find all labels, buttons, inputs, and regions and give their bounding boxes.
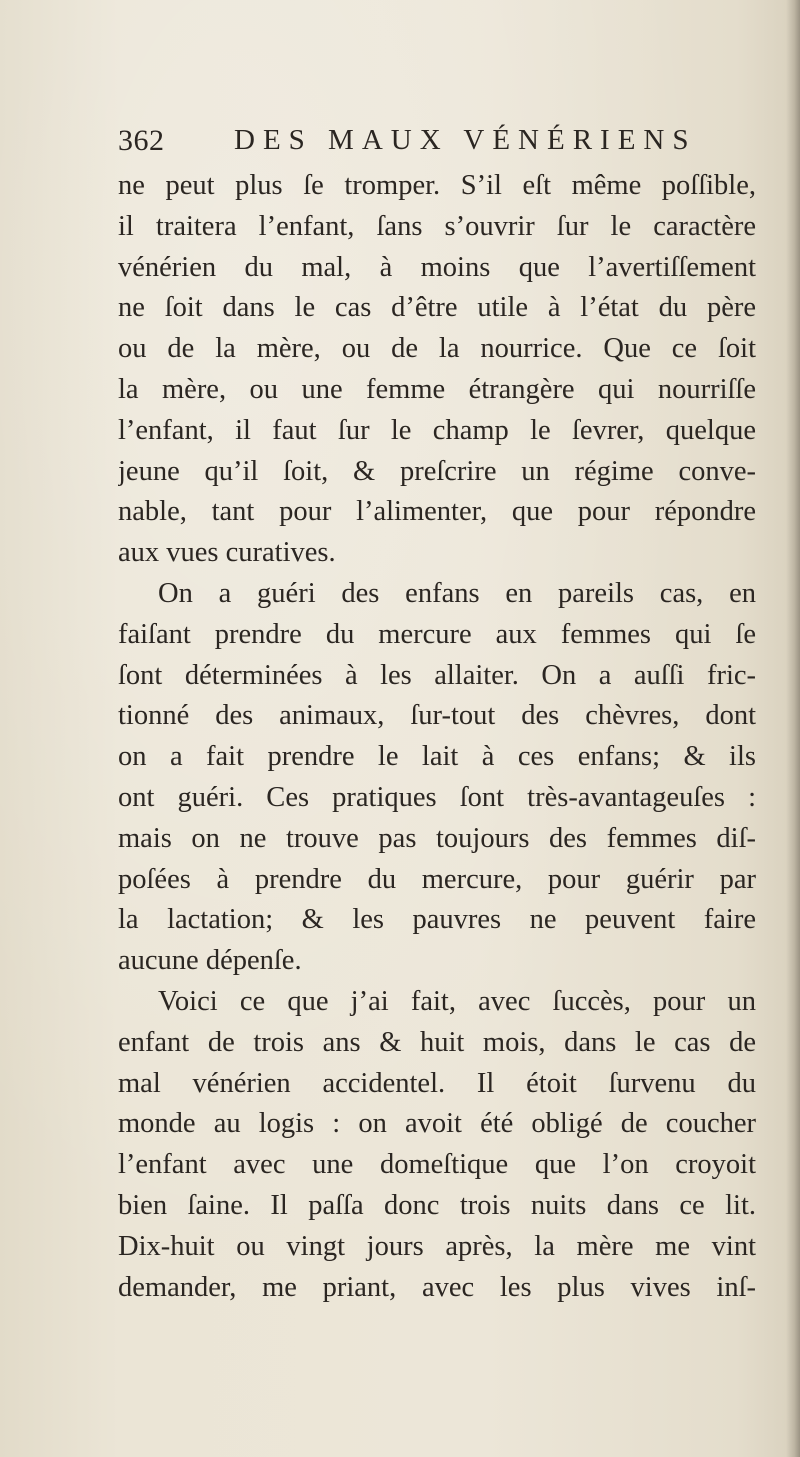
text-line: poſées à prendre du mercure, pour guérir par (118, 863, 756, 895)
text-line: jeune qu’il ſoit, & preſcrire un régime conve- (118, 455, 756, 487)
text-line: on a fait prendre le lait à ces enfans; & ils (118, 741, 756, 773)
running-head-title: DES MAUX VÉNÉRIENS (234, 124, 697, 156)
text-line: bien ſaine. Il paſſa donc trois nuits dans ce lit. (118, 1189, 756, 1221)
paragraph-end-line: aucune dépenſe. (118, 945, 302, 977)
page-number: 362 (118, 124, 165, 157)
text-line: ou de la mère, ou de la nourrice. Que ce ſoit (118, 333, 756, 365)
text-line: la mère, ou une femme étrangère qui nourriſſe (118, 373, 756, 405)
text-line: ſont déterminées à les allaiter. On a auſſi fric- (118, 659, 756, 691)
text-line: tionné des animaux, ſur-tout des chèvres, dont (118, 700, 756, 732)
text-line: ne ſoit dans le cas d’être utile à l’état du père (118, 292, 756, 324)
text-line: vénérien du mal, à moins que l’avertiſſement (118, 251, 756, 283)
paragraph-end-line: aux vues curatives. (118, 537, 336, 569)
body-text (118, 166, 756, 1308)
text-line: mal vénérien accidentel. Il étoit ſurvenu du (118, 1067, 756, 1099)
page-edge-shadow (786, 0, 800, 1457)
text-line: faiſant prendre du mercure aux femmes qui ſe (118, 618, 756, 650)
text-line: demander, me priant, avec les plus vives inſ- (118, 1271, 756, 1303)
text-line: ne peut plus ſe tromper. S’il eſt même poſſible, (118, 170, 756, 201)
text-line: il traitera l’enfant, ſans s’ouvrir ſur le caractère (118, 210, 756, 242)
text-line: mais on ne trouve pas toujours des femmes diſ- (118, 822, 756, 854)
paragraph-start-line: Voici ce que j’ai fait, avec ſuccès, pour un (158, 985, 756, 1017)
text-line: la lactation; & les pauvres ne peuvent faire (118, 904, 756, 936)
text-line: enfant de trois ans & huit mois, dans le cas de (118, 1026, 756, 1058)
running-head (118, 124, 758, 164)
text-line: monde au logis : on avoit été obligé de coucher (118, 1108, 756, 1140)
text-line: l’enfant avec une domeſtique que l’on croyoit (118, 1149, 756, 1181)
paragraph-start-line: On a guéri des enfans en pareils cas, en (158, 577, 756, 609)
text-line: Dix-huit ou vingt jours après, la mère me vint (118, 1230, 756, 1262)
text-line: nable, tant pour l’alimenter, que pour répondre (118, 496, 756, 528)
text-line: ont guéri. Ces pratiques ſont très-avantageuſes : (118, 781, 756, 813)
text-line: l’enfant, il faut ſur le champ le ſevrer, quelque (118, 414, 756, 446)
